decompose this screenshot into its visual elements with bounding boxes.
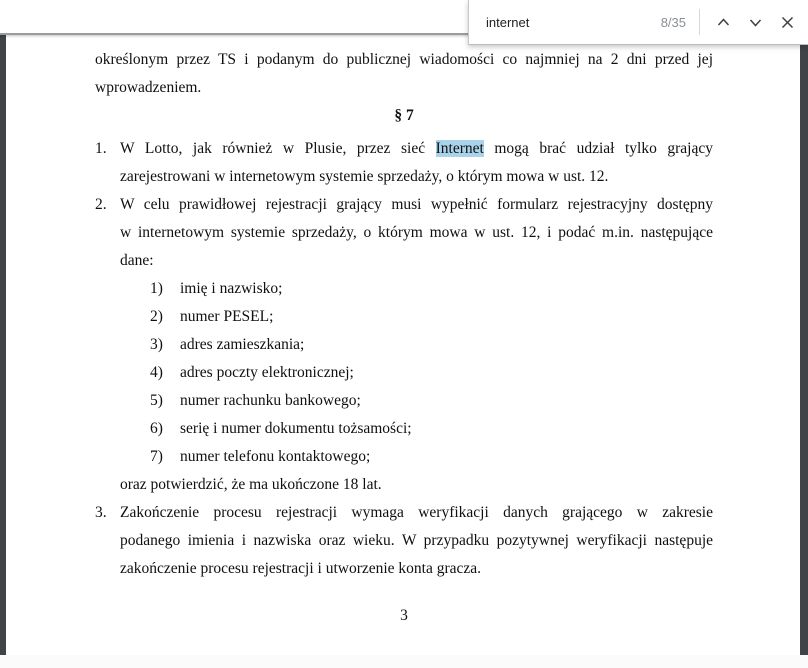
previous-match-button[interactable]	[708, 7, 738, 37]
sub-item-7	[150, 445, 713, 469]
list-number: 1.	[95, 140, 107, 157]
close-find-button[interactable]	[772, 7, 802, 37]
list-number: 2.	[95, 196, 107, 213]
sub-item-text: numer rachunku bankowego;	[180, 392, 361, 409]
sub-item-number: 1)	[150, 280, 163, 297]
list-number: 3.	[95, 504, 107, 521]
sub-item-number: 4)	[150, 364, 163, 381]
page-number: 3	[400, 607, 408, 624]
chevron-down-icon	[748, 15, 763, 30]
sub-item-text: adres zamieszkania;	[180, 336, 305, 353]
list-text: W celu prawidłowej rejestracji grający musi wypełnić formularz rejestracyjny dostępny	[120, 196, 713, 213]
list-item-3-line-2: podanego imienia i nazwiska oraz wieku. W przypadku pozytywnej weryfikacji następuje	[120, 532, 713, 549]
match-counter: 8/35	[660, 14, 686, 30]
list-item-1-line-1	[95, 137, 713, 161]
sub-item-number: 5)	[150, 392, 163, 409]
sub-item-5	[150, 389, 713, 413]
chevron-up-icon	[716, 15, 731, 30]
list-item-2-line-1	[95, 193, 713, 217]
list-text: mogą brać udział tylko grający	[483, 140, 713, 157]
sub-item-number: 3)	[150, 336, 163, 353]
sub-item-1	[150, 277, 713, 301]
sub-item-text: imię i nazwisko;	[180, 280, 283, 297]
paragraph-line: wprowadzeniem.	[95, 79, 202, 96]
list-item-1-line-2: zarejestrowani w internetowym systemie sprzedaży, o którym mowa w ust. 12.	[120, 168, 609, 185]
sub-item-3	[150, 333, 713, 357]
search-match-highlight: Internet	[435, 140, 484, 157]
sub-item-text: adres poczty elektronicznej;	[180, 364, 354, 381]
sub-item-number: 6)	[150, 420, 163, 437]
find-bar-divider	[699, 9, 700, 35]
list-item-2-line-2: w internetowym systemie sprzedaży, o którym mowa w ust. 12, i podać m.in. następujące	[120, 224, 713, 241]
list-text: W Lotto, jak również w Plusie, przez sieć	[120, 140, 436, 157]
list-item-3-line-3: zakończenie procesu rejestracji i utworzenie konta gracza.	[120, 560, 482, 577]
next-match-button[interactable]	[740, 7, 770, 37]
sub-item-text: numer PESEL;	[180, 308, 274, 325]
search-input[interactable]	[469, 15, 661, 30]
list-item-2-line-3: dane:	[120, 252, 154, 269]
sub-item-number: 7)	[150, 448, 163, 465]
close-icon	[780, 15, 795, 30]
sub-item-4	[150, 361, 713, 385]
section-heading: § 7	[394, 107, 414, 124]
sub-item-text: serię i numer dokumentu tożsamości;	[180, 420, 412, 437]
sub-item-text: numer telefonu kontaktowego;	[180, 448, 371, 465]
sub-item-number: 2)	[150, 308, 163, 325]
sub-item-2	[150, 305, 713, 329]
list-text: Zakończenie procesu rejestracji wymaga weryfikacji danych grającego w zakresie	[120, 504, 713, 521]
viewer-background-right	[800, 35, 808, 655]
viewer-background-left	[0, 35, 6, 655]
list-item-3-line-1	[95, 501, 713, 525]
paragraph-line: określonym przez TS i podanym do publicznej wiadomości co najmniej na 2 dni przed jej	[95, 51, 713, 68]
find-bar	[468, 0, 808, 45]
sub-item-6	[150, 417, 713, 441]
sub-list-closing: oraz potwierdzić, że ma ukończone 18 lat.	[120, 476, 382, 493]
horizontal-scrollbar-track[interactable]	[0, 655, 808, 668]
